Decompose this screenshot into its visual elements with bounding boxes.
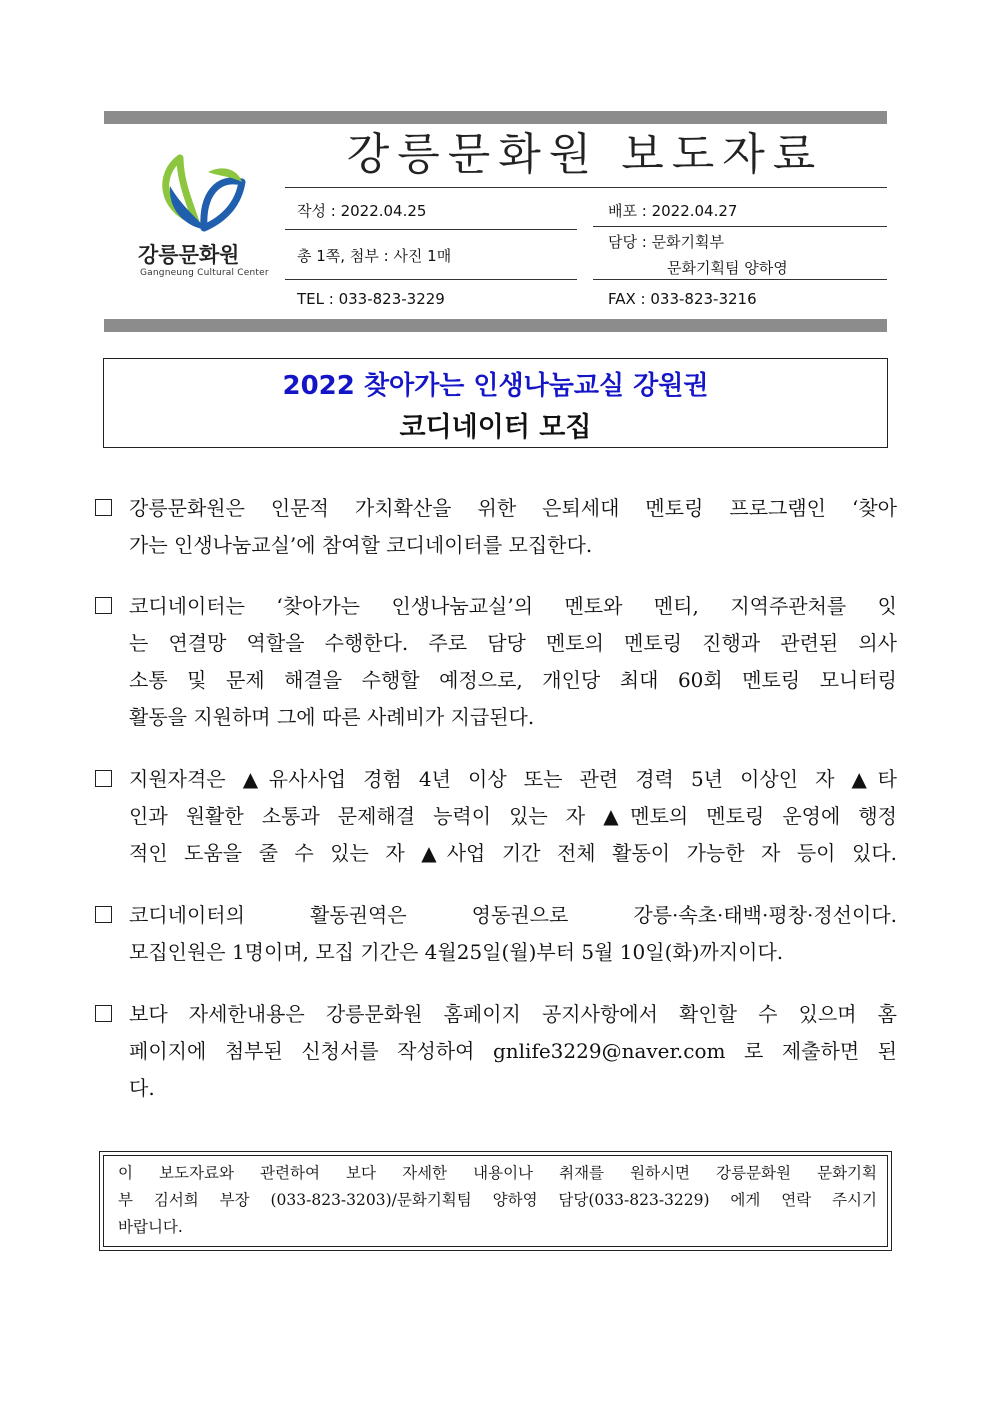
checkbox-bullet-icon <box>95 597 112 614</box>
header-bottom-bar <box>104 319 887 332</box>
divider-line <box>285 279 577 280</box>
paragraph-line: 강릉문화원은 인문적 가치확산을 위한 은퇴세대 멘토링 프로그램인 ‘찾아 <box>129 496 897 520</box>
note-line: 부 김서희 부장 (033-823-3203)/문화기획팀 양하영 담당(033-823-3229) 에게 연락 주시기 <box>118 1191 877 1209</box>
note-line: 바랍니다. <box>118 1218 183 1236</box>
paragraph-region <box>95 897 897 971</box>
headline-sub: 코디네이터 모집 <box>399 412 592 443</box>
written-date: 작성 : 2022.04.25 <box>297 202 427 220</box>
paragraph-line: 활동을 지원하며 그에 따른 사례비가 지급된다. <box>129 705 535 729</box>
divider-line <box>285 229 577 230</box>
paragraph-line: 보다 자세한내용은 강릉문화원 홈페이지 공지사항에서 확인할 수 있으며 홈 <box>129 1002 897 1026</box>
headline-main: 2022 찾아가는 인생나눔교실 강원권 <box>282 371 709 401</box>
logo <box>130 150 270 290</box>
contact-person: 문화기획팀 양하영 <box>667 259 788 277</box>
checkbox-bullet-icon <box>95 1005 112 1022</box>
logo-name-korean: 강릉문화원 <box>138 243 240 267</box>
paragraph-intro <box>95 490 897 564</box>
checkbox-bullet-icon <box>95 770 112 787</box>
paragraph-line: 페이지에 첨부된 신청서를 작성하여 gnlife3229@naver.com 로 제출하면 된 <box>129 1039 897 1063</box>
paragraph-role <box>95 588 897 736</box>
logo-name-english: Gangneung Cultural Center <box>140 268 269 278</box>
headline-box <box>103 358 888 448</box>
paragraph-line: 코디네이터의 활동권역은 영동권으로 강릉·속초·태백·평창·정선이다. <box>129 903 897 927</box>
divider-line <box>593 226 887 227</box>
divider-line <box>593 279 887 280</box>
contact-note-text <box>118 1160 877 1241</box>
divider-line <box>285 187 887 188</box>
paragraph-line: 가는 인생나눔교실’에 참여할 코디네이터를 모집한다. <box>129 533 593 557</box>
paragraph-line: 는 연결망 역할을 수행한다. 주로 담당 멘토의 멘토링 진행과 관련된 의사 <box>129 631 897 655</box>
fax-number: FAX : 033-823-3216 <box>608 290 757 308</box>
checkbox-bullet-icon <box>95 906 112 923</box>
checkbox-bullet-icon <box>95 499 112 516</box>
tel-number: TEL : 033-823-3229 <box>297 290 445 308</box>
paragraph-line: 모집인원은 1명이며, 모집 기간은 4월25일(월)부터 5월 10일(화)까지이다. <box>129 940 784 964</box>
contact-department: 담당 : 문화기획부 <box>608 233 725 251</box>
paragraph-details <box>95 996 897 1107</box>
paragraph-line: 지원자격은 ▲유사사업 경험 4년 이상 또는 관련 경력 5년 이상인 자 ▲타 <box>129 767 897 791</box>
paragraph-line: 다. <box>129 1076 155 1100</box>
pages-attachment: 총 1쪽, 첨부 : 사진 1매 <box>297 247 452 265</box>
page-title: 강릉문화원 보도자료 <box>346 129 824 180</box>
note-line: 이 보도자료와 관련하여 보다 자세한 내용이나 취재를 원하시면 강릉문화원 문화기획 <box>118 1164 877 1182</box>
paragraph-line: 인과 원활한 소통과 문제해결 능력이 있는 자 ▲멘토의 멘토링 운영에 행정 <box>129 804 897 828</box>
paragraph-qualification <box>95 761 897 872</box>
paragraph-line: 적인 도움을 줄 수 있는 자 ▲사업 기간 전체 활동이 가능한 자 등이 있다. <box>129 841 897 865</box>
paragraph-line: 코디네이터는 ‘찾아가는 인생나눔교실’의 멘토와 멘티, 지역주관처를 잇 <box>129 594 897 618</box>
leaf-logo-icon <box>158 154 248 239</box>
paragraph-line: 소통 및 문제 해결을 수행할 예정으로, 개인당 최대 60회 멘토링 모니터링 <box>129 668 897 692</box>
release-date: 배포 : 2022.04.27 <box>608 202 738 220</box>
contact-note-box <box>99 1151 892 1251</box>
